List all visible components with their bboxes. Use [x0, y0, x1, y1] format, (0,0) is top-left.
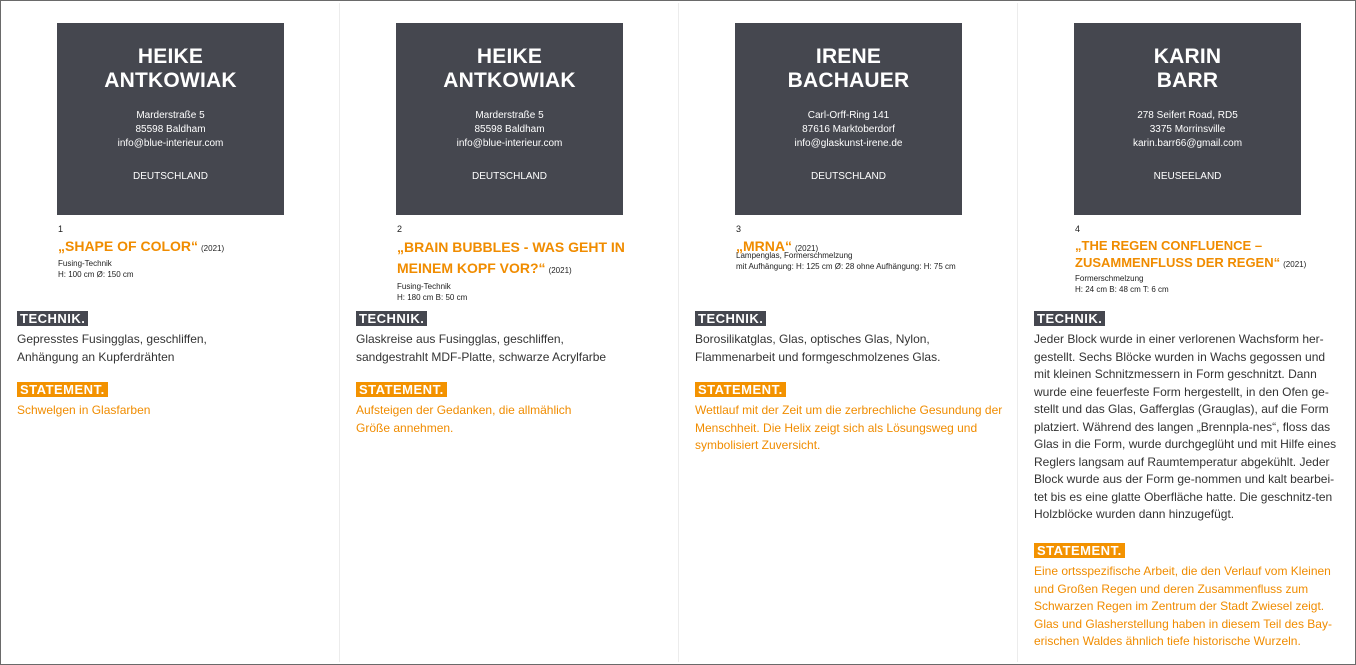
technik-section	[695, 310, 1015, 366]
technik-section	[356, 310, 676, 366]
technik-text: Jeder Block wurde in einer verlorenen Wachsform her-gestellt. Sechs Blöcke wurden in Wachs gegossen und mit kleinen Schnitzmessern in Form geschnitzt. Dann wurde eine feuerfeste Form hergestellt, in den Ofen ge-stellt und das Glas, Gafferglas (Grauglas), auf die Form platziert. Während des langen „Brennpla-nes“, floss das Glas in die Form, wurde durchgeglüht und mit Hilfe eines Reglers langsam auf Raumtemperatur abgekühlt. Jeder Block wurde aus der Form ge-nommen und kalt bearbei-tet bis es eine glatte Oberfläche hatte. Die geschnitz-ten Holzblöcke wurden dann hinzugefügt.	[1034, 332, 1337, 521]
artist-country: DEUTSCHLAND	[132, 171, 208, 182]
statement-section	[356, 381, 676, 437]
statement-label: STATEMENT.	[1034, 543, 1125, 558]
technik-section	[17, 310, 337, 366]
technik-text: Gepresstes Fusingglas, geschliffen, Anhängung an Kupferdrähten	[17, 332, 207, 364]
artist-email: karin.barr66@gmail.com	[1132, 138, 1243, 149]
statement-text: Aufsteigen der Gedanken, die allmählich Größe annehmen.	[356, 403, 572, 435]
statement-label: STATEMENT.	[356, 382, 447, 397]
work-technique: Formerschmelzung	[1075, 274, 1144, 283]
work-info	[736, 237, 996, 272]
work-info	[1075, 237, 1310, 295]
work-dimensions: H: 180 cm B: 50 cm	[397, 293, 468, 302]
entry-number: 2	[397, 224, 403, 234]
technik-text: Glaskreise aus Fusingglas, geschliffen, sandgestrahlt MDF-Platte, schwarze Acrylfarbe	[356, 332, 607, 364]
artist-address: Marderstraße 5 85598 Baldham info@blue-interieur.com	[396, 109, 623, 151]
work-technique: Fusing-Technik	[58, 259, 112, 268]
artist-card	[735, 23, 962, 215]
technik-label: TECHNIK.	[1034, 311, 1105, 326]
artist-column-3	[679, 1, 1017, 665]
work-dimensions: H: 24 cm B: 48 cm T: 6 cm	[1075, 285, 1169, 294]
entry-number: 1	[58, 224, 64, 234]
artist-email: info@blue-interieur.com	[456, 138, 563, 149]
work-dimensions: H: 100 cm Ø: 150 cm	[58, 270, 134, 279]
statement-label: STATEMENT.	[695, 382, 786, 397]
artist-name: IRENE BACHAUER	[787, 45, 910, 92]
artist-name: HEIKE ANTKOWIAK	[104, 45, 237, 92]
entry-number: 4	[1075, 224, 1081, 234]
work-info	[397, 237, 637, 303]
technik-label: TECHNIK.	[695, 311, 766, 326]
technik-label: TECHNIK.	[17, 311, 88, 326]
statement-text: Eine ortsspezifische Arbeit, die den Verlauf vom Kleinen und Großen Regen und deren Zusammenfluss zum Schwarzen Regen im Zentrum der Stadt Zwiesel zeigt. Glas und Glasherstellung haben in diesem Teil des Bay-erischen Waldes ähnlich tiefe historische Wurzeln.	[1034, 564, 1332, 648]
work-year: (2021)	[548, 266, 572, 275]
work-year: (2021)	[1283, 260, 1307, 269]
statement-section	[17, 381, 337, 420]
artist-card	[57, 23, 284, 215]
technik-section	[1034, 310, 1344, 524]
artist-name: KARIN BARR	[1153, 45, 1222, 92]
artist-card	[396, 23, 623, 215]
artist-name: HEIKE ANTKOWIAK	[443, 45, 576, 92]
work-technique: Lampenglas, Formerschmelzung	[736, 251, 853, 260]
work-technique: Fusing-Technik	[397, 282, 451, 291]
artist-address: 278 Seifert Road, RD5 3375 Morrinsville karin.barr66@gmail.com	[1074, 109, 1301, 151]
statement-text: Schwelgen in Glasfarben	[17, 403, 151, 417]
statement-section	[695, 381, 1015, 455]
work-info	[58, 237, 348, 280]
entry-number: 3	[736, 224, 742, 234]
work-title: „BRAIN BUBBLES - WAS GEHT IN MEINEM KOPF VOR?“ (2021)	[397, 239, 625, 276]
statement-section	[1034, 542, 1344, 651]
statement-label: STATEMENT.	[17, 382, 108, 397]
work-title: „MRNA“ (2021)	[736, 238, 819, 254]
artist-column-1	[1, 1, 339, 665]
technik-text: Borosilikatglas, Glas, optisches Glas, Nylon, Flammenarbeit und formgeschmolzenes Glas.	[695, 332, 941, 364]
work-year: (2021)	[201, 244, 225, 253]
artist-email: info@blue-interieur.com	[117, 138, 224, 149]
artist-address: Marderstraße 5 85598 Baldham info@blue-interieur.com	[57, 109, 284, 151]
artist-column-2	[340, 1, 678, 665]
artist-card	[1074, 23, 1301, 215]
artist-column-4	[1018, 1, 1355, 665]
artist-country: NEUSEELAND	[1153, 171, 1222, 182]
work-title: „THE REGEN CONFLUENCE – ZUSAMMENFLUSS DER REGEN“ (2021)	[1075, 238, 1307, 270]
artist-address: Carl-Orff-Ring 141 87616 Marktoberdorf info@glaskunst-irene.de	[735, 109, 962, 151]
artist-country: DEUTSCHLAND	[471, 171, 547, 182]
artist-country: DEUTSCHLAND	[810, 171, 886, 182]
work-title: „SHAPE OF COLOR“ (2021)	[58, 238, 225, 254]
technik-label: TECHNIK.	[356, 311, 427, 326]
work-dimensions: mit Aufhängung: H: 125 cm Ø: 28 ohne Aufhängung: H: 75 cm	[736, 262, 956, 271]
work-year: (2021)	[795, 244, 819, 253]
statement-text: Wettlauf mit der Zeit um die zerbrechliche Gesundung der Menschheit. Die Helix zeigt sich als Lösungsweg und symbolisiert Zuversicht.	[695, 403, 1003, 452]
artist-email: info@glaskunst-irene.de	[794, 138, 903, 149]
